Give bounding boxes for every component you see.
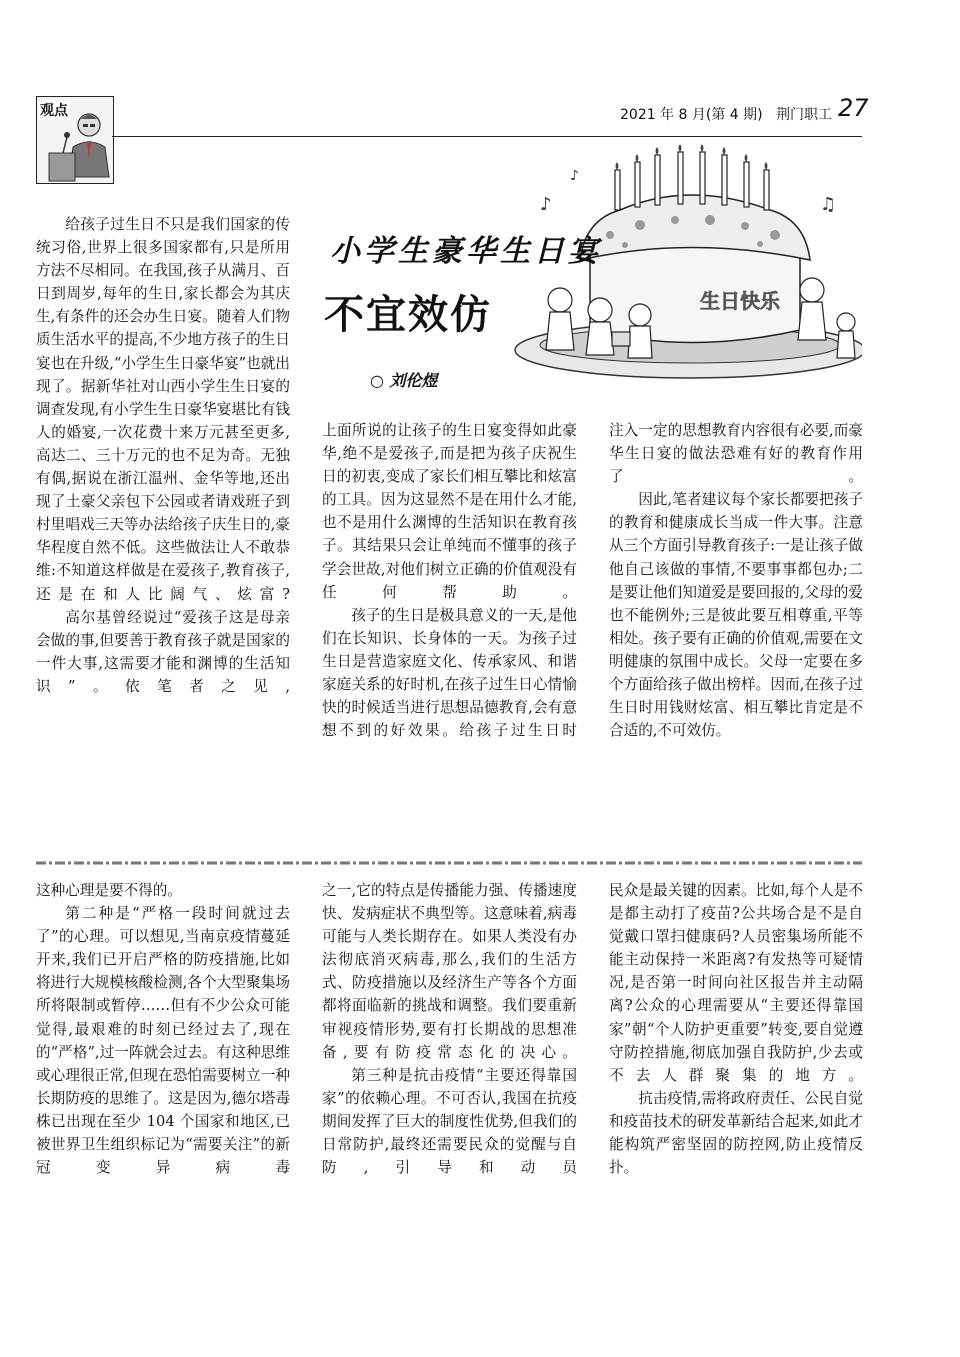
- column-a: [36, 213, 290, 698]
- column-e: [322, 879, 577, 1179]
- column-d: [36, 879, 290, 1179]
- paragraph: 孩子的生日是极具意义的一天,是他们在长知识、长身体的一天。为孩子过生日是营造家庭文化、传承家风、和谐家庭关系的好时机,在孩子过生日心情愉快的时候适当进行思想品德教育,会有意想不到的好效果。给孩子过生日时: [322, 606, 577, 740]
- paragraph: 第三种是抗击疫情“主要还得靠国家”的依赖心理。不可否认,我国在抗疫期间发挥了巨大的制度性优势,但我们的日常防护,最终还需要民众的觉醒与自防,引导和动员: [322, 1066, 577, 1177]
- paragraph: 注入一定的思想教育内容很有必要,而豪华生日宴的做法恐难有好的教育作用了。: [609, 422, 863, 486]
- paragraph: 民众是最关键的因素。比如,每个人是不是都主动打了疫苗?公共场合是不是自觉戴口罩扫健康码?人员密集场所能不能主动保持一米距离?有发热等可疑情况,是否第一时间向社区报告并主动隔离?公众的心理需要从“主要还得靠国家”朝“个人防护更重要”转变,要自觉遵守防控措施,彻底加强自我防护,少去或不去人群聚集的地方。: [609, 882, 863, 1084]
- article-title-main: 不宜效仿: [324, 292, 492, 338]
- paragraph: 因此,笔者建议每个家长都要把孩子的教育和健康成长当成一件大事。注意从三个方面引导教育孩子:一是让孩子做他自己该做的事情,不要事事都包办;二是要让他们知道爱是要回报的,父母的爱也不能例外;三是彼此要互相尊重,平等相处。孩子要有正确的价值观,需要在文明健康的氛围中成长。父母一定要在多个方面给孩子做出榜样。因而,在孩子过生日时用钱财炫富、相互攀比肯定是不合适的,不可效仿。: [609, 491, 863, 740]
- column-c: [609, 419, 863, 742]
- article-author: ○ 刘伦煜: [370, 371, 438, 390]
- paragraph: 给孩子过生日不只是我们国家的传统习俗,世界上很多国家都有,只是所用方法不尽相同。在我国,孩子从满月、百日到周岁,每年的生日,家长都会为其庆生,有条件的还会办生日宴。随着人们物质生活水平的提高,不少地方孩子的生日宴也在升级,“小学生生日豪华宴”也就出现了。据新华社对山西小学生生日宴的调查发现,有小学生生日豪华宴堪比有钱人的婚宴,一次花费十来万元甚至更多,高达二、三十万元的也不足为奇。无独有偶,据说在浙江温州、金华等地,还出现了土豪父亲包下公园或者请戏班子到村里唱戏三天等办法给孩子庆生日的,豪华程度自然不低。这些做法让人不敢恭维:不知道这样做是在爱孩子,教育孩子,还是在和人比阔气、炫富?: [36, 216, 290, 603]
- issue-info: 2021 年 8 月(第 4 期) 荆门职工: [620, 107, 832, 123]
- svg-text:♪: ♪: [570, 168, 579, 184]
- page-number: 27: [838, 94, 869, 122]
- header-rule: [112, 136, 862, 137]
- paragraph: 这种心理是要不得的。: [36, 882, 182, 899]
- column-tag: 观点: [38, 100, 70, 120]
- paragraph: 上面所说的让孩子的生日宴变得如此豪华,绝不是爱孩子,而是把为孩子庆祝生日的初衷,变成了家长们相互攀比和炫富的工具。因为这显然不是在用什么才能,也不是用什么渊博的生活知识在教育孩子。其结果只会让单纯而不懂事的孩子学会世故,对他们树立正确的价值观没有任何帮助。: [322, 422, 577, 601]
- svg-text:♪: ♪: [540, 194, 552, 215]
- svg-text:♫: ♫: [820, 194, 837, 215]
- paragraph: 之一,它的特点是传播能力强、传播速度快、发病症状不典型等。这意味着,病毒可能与人类长期存在。如果人类没有办法彻底消灭病毒,那么,我们的生活方式、防疫措施以及经济生产等各个方面都将面临新的挑战和调整。我们要重新审视疫情形势,要有打长期战的思想准备,要有防疫常态化的决心。: [322, 882, 577, 1061]
- article-title-hand: 小学生豪华生日宴: [330, 234, 602, 269]
- paragraph: 抗击疫情,需将政府责任、公民自觉和疫苗技术的研发革新结合起来,如此才能构筑严密坚固的防控网,防止疫情反扑。: [609, 1089, 863, 1177]
- cake-banner-text: 生日快乐: [700, 289, 780, 313]
- paragraph: 第二种是“严格一段时间就过去了”的心理。可以想见,当南京疫情蔓延开来,我们已开启严格的防疫措施,比如将进行大规模核酸检测,各个大型聚集场所将限制或暂停……但有不少公众可能觉得,最艰难的时刻已经过去了,现在的“严格”,过一阵就会过去。有这种思维或心理很正常,但现在恐怕需要树立一种长期防疫的思维了。这是因为,德尔塔毒株已出现在至少 104 个国家和地区,已被世界卫生组织标记为“需要关注”的新冠变异病毒: [36, 905, 290, 1177]
- section-separator: [36, 851, 862, 857]
- column-f: [609, 879, 863, 1179]
- paragraph: 高尔基曾经说过“爱孩子这是母亲会做的事,但要善于教育孩子就是国家的一件大事,这需要才能和渊博的生活知识”。依笔者之见,: [36, 608, 290, 695]
- column-b: [322, 419, 577, 742]
